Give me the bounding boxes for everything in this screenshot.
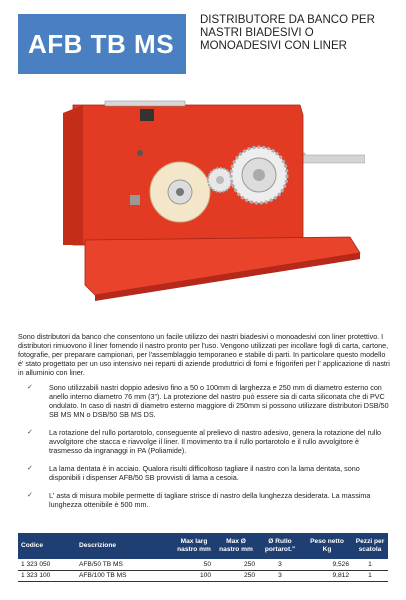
check-mark-icon: ✓ <box>27 429 33 436</box>
spec-table <box>18 533 388 582</box>
list-item <box>18 464 390 482</box>
table-cell: AFB/100 TB MS <box>76 570 174 581</box>
list-item-text: La rotazione del rullo portarotolo, conseguente al prelievo di nastro adesivo, genera la rotazione del rullo avvolgitore che stacca e riavvolge il liner. Il movimento tra il rullo portarotolo e il rullo avvolgitore è trasmesso da ingranaggi in PA (Poliamide). <box>49 428 382 455</box>
product-title-box <box>18 14 186 74</box>
list-item-text: Sono utilizzabili nastri doppio adesivo fino a 50 o 100mm di larghezza e 250 mm di diametro esterno con anello interno diametro 76 mm (3"). La protezione del nastro può essere sia di carta siliconata che di PVC ondulato. In caso di nastri di diametro esterno maggiore di 250mm si possono utilizzare distributori DSB/50 SB MS MN o DSB/50 SB MS DS. <box>49 383 389 419</box>
table-cell: 1 323 100 <box>18 570 76 581</box>
list-item <box>18 383 390 419</box>
table-cell: 1 323 050 <box>18 559 76 570</box>
dispenser-product-image <box>55 95 365 310</box>
column-header: Descrizione <box>76 533 174 559</box>
check-mark-icon: ✓ <box>27 384 33 391</box>
table-cell: 3 <box>258 559 302 570</box>
column-header: Codice <box>18 533 76 559</box>
table-row <box>18 570 388 581</box>
table-row <box>18 559 388 570</box>
table-cell: 1 <box>352 559 388 570</box>
check-mark-icon: ✓ <box>27 465 33 472</box>
product-title: AFB TB MS <box>28 28 175 59</box>
table-header-row <box>18 533 388 559</box>
list-item-text: La lama dentata è in acciaio. Qualora risulti difficoltoso tagliare il nastro con la lama dentata, sono disponibili i dispenser AFB/50 SB provvisti di lama a cesoia. <box>49 464 360 482</box>
table-cell: 3 <box>258 570 302 581</box>
table-cell: 9,812 <box>302 570 352 581</box>
column-header: Max larg nastro mm <box>174 533 214 559</box>
check-mark-icon: ✓ <box>27 492 33 499</box>
table-cell: 250 <box>214 570 258 581</box>
table-cell: 100 <box>174 570 214 581</box>
list-item <box>18 428 390 455</box>
table-cell: AFB/50 TB MS <box>76 559 174 570</box>
table-cell: 50 <box>174 559 214 570</box>
column-header: Pezzi per scatola <box>352 533 388 559</box>
column-header: Peso netto Kg <box>302 533 352 559</box>
column-header: Max Ø nastro mm <box>214 533 258 559</box>
table-cell: 1 <box>352 570 388 581</box>
intro-paragraph: Sono distributori da banco che consentono un facile utilizzo dei nastri biadesivi o monoadesivi con liner protettivo. I distributori rimuovono il liner fornendo il nastro pronto per l'uso. Vengono utilizzati per incollare fogli di carta, cartone, fotografie, per preparare campionari, per l'assemblaggio temporaneo e stabile di parti. In particolare questo modello é' stato progettato per un uso intensivo nei reparti di aziende produttrici di forni e frigoriferi per l' applicazione di nastri in alluminio con liner. <box>18 332 390 377</box>
product-subtitle: DISTRIBUTORE DA BANCO PER NASTRI BIADESIVI O MONOADESIVI CON LINER <box>200 14 375 52</box>
table-cell: 9,526 <box>302 559 352 570</box>
list-item <box>18 491 390 509</box>
table-cell: 250 <box>214 559 258 570</box>
list-item-text: L' asta di misura mobile permette di tagliare strisce di nastro della lunghezza desiderata. La massima lunghezza ottenibile è 500 mm. <box>49 491 371 509</box>
feature-list <box>18 383 390 518</box>
column-header: Ø Rullo portarot." <box>258 533 302 559</box>
